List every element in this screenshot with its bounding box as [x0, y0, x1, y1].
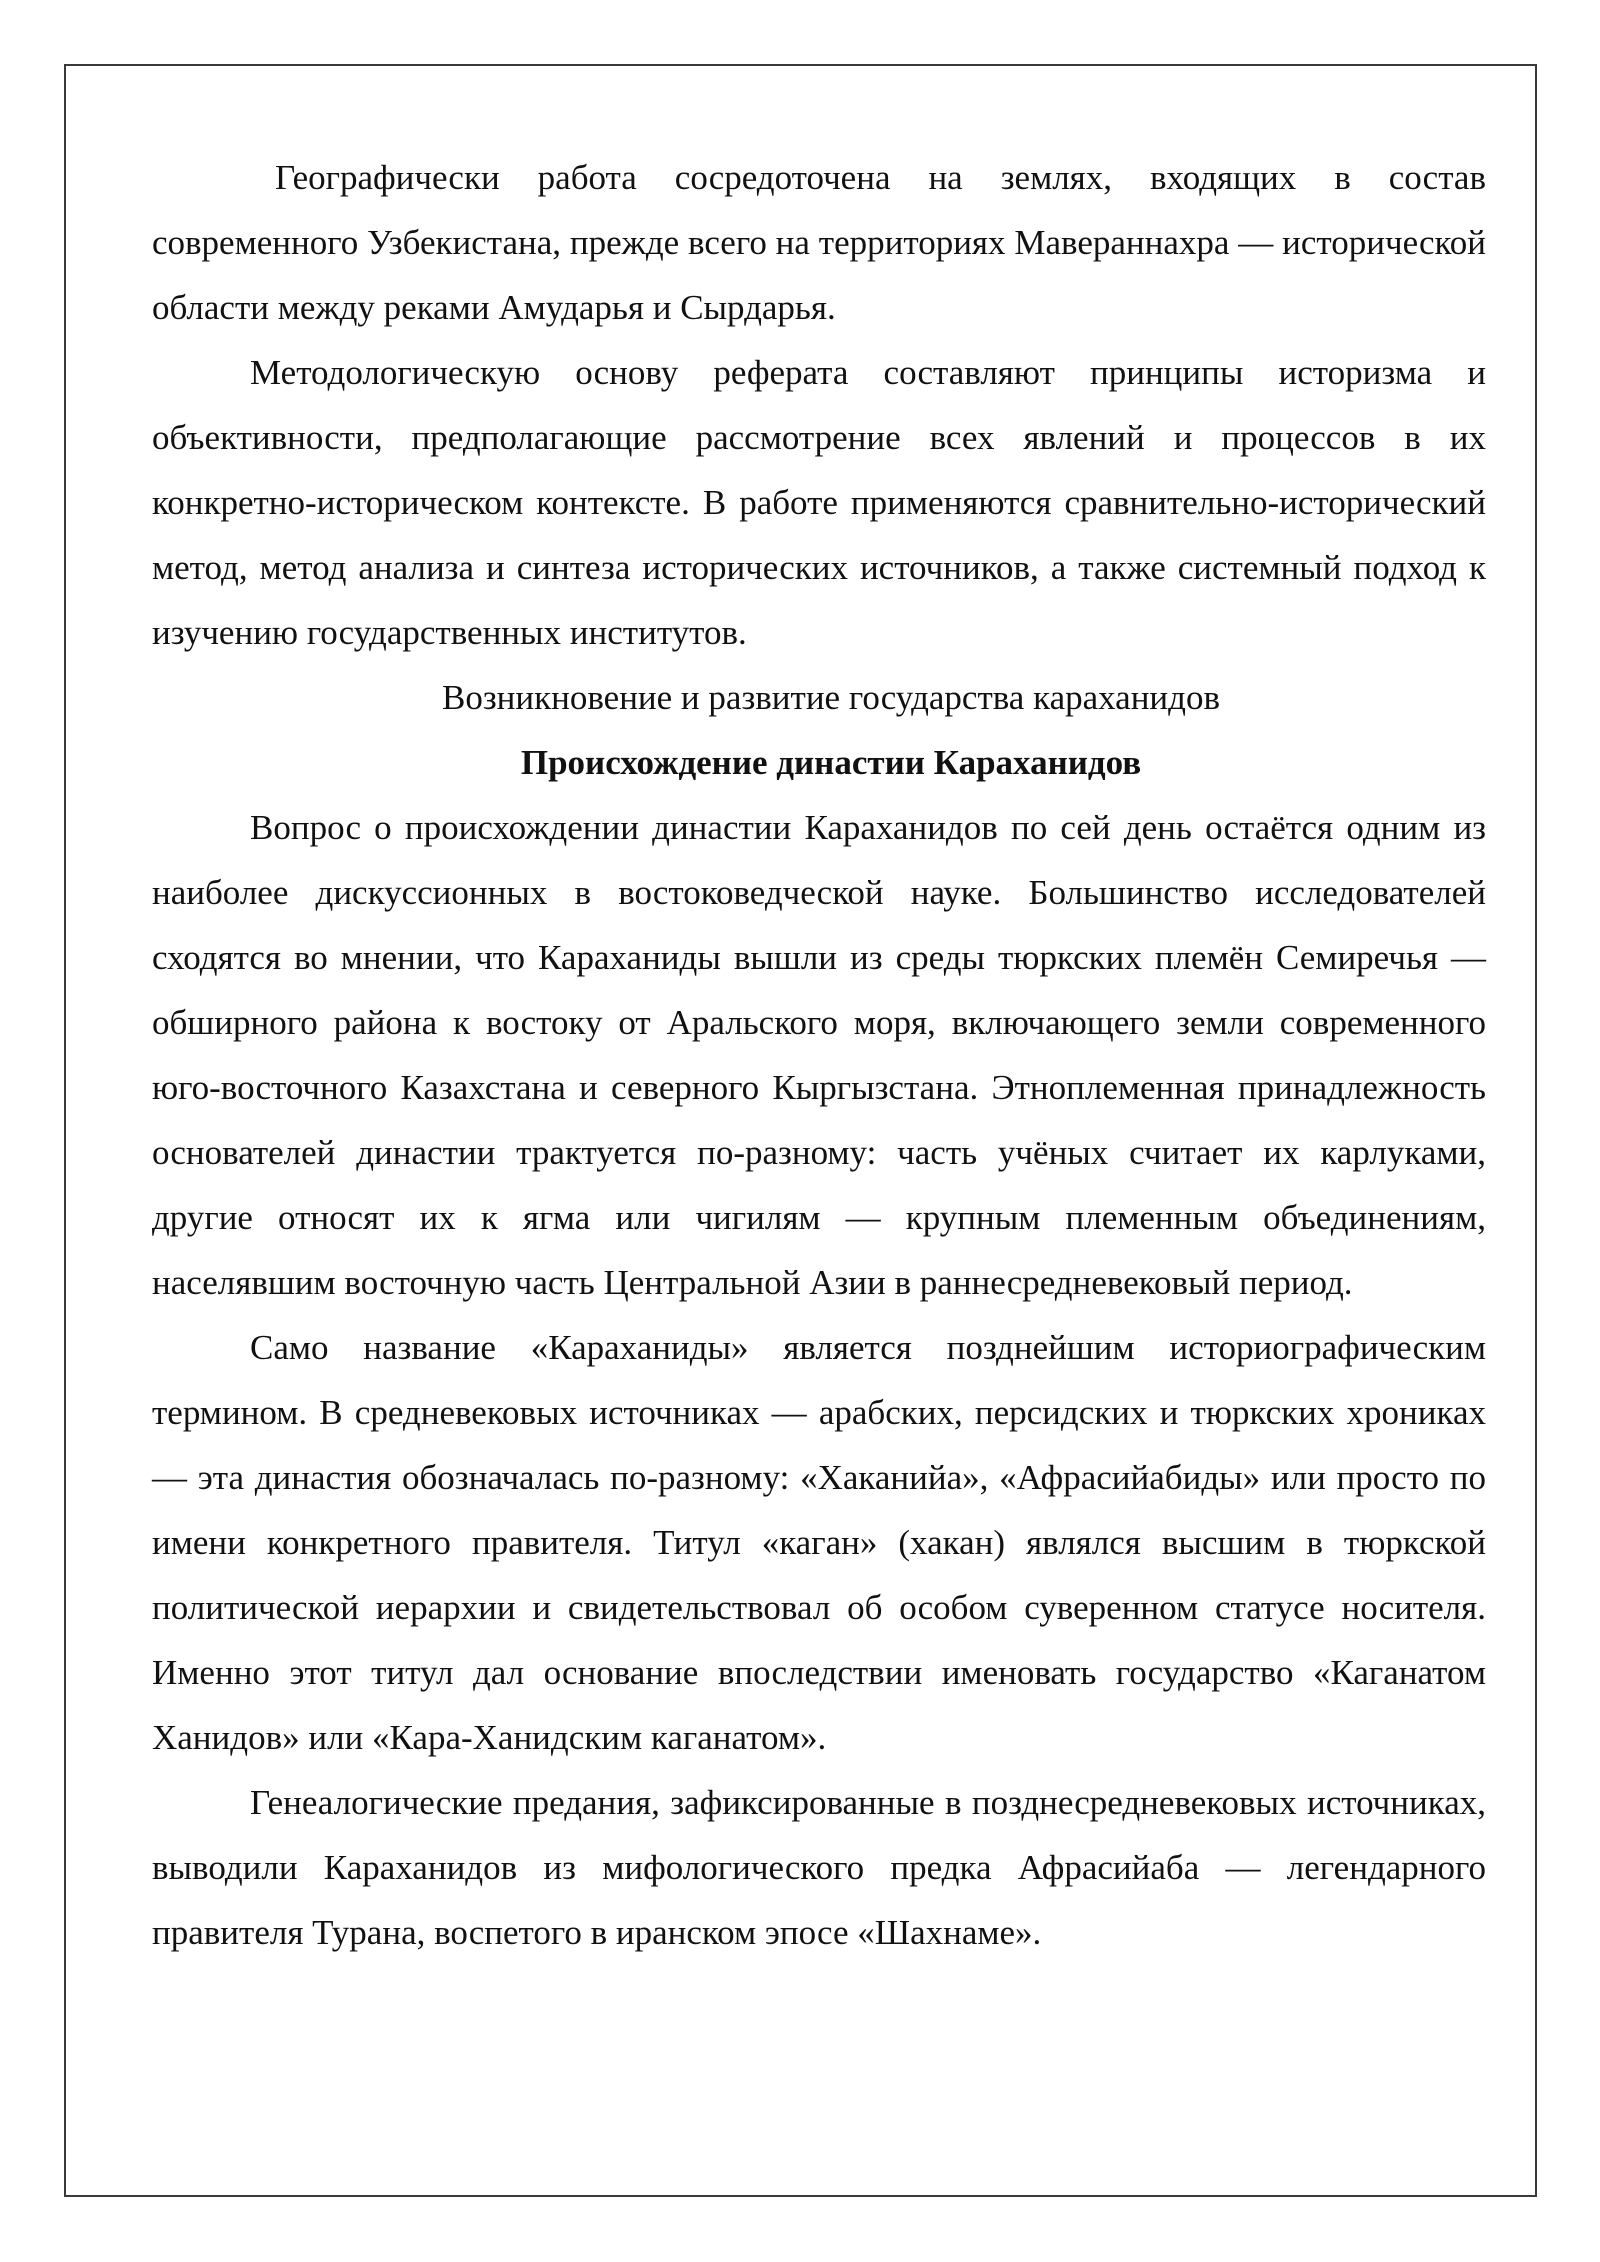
paragraph-genealogy: Генеалогические предания, зафиксированные в позднесредневековых источниках, выводили Караханидов из мифологического предка Афрасийаба — легендарного правителя Турана, воспетого в иранском эпосе «Шахнаме».: [152, 1783, 1486, 1952]
paragraph-geography: Географически работа сосредоточена на землях, входящих в состав современного Узбекистана, прежде всего на территориях Мавераннахра — исторической области между реками Амударья и Сырдарья.: [152, 158, 1486, 327]
paragraph-methodology: Методологическую основу реферата составляют принципы историзма и объективности, предполагающие рассмотрение всех явлений и процессов в их конкретно-историческом контексте. В работе применяются сравнительно-исторический метод, метод анализа и синтеза исторических источников, а также системный подход к изучению государственных институтов.: [152, 353, 1486, 652]
subsection-heading: Происхождение династии Караханидов: [520, 743, 1142, 782]
section-heading: Возникновение и развитие государства караханидов: [441, 678, 1221, 717]
paragraph-dynasty-name: Само название «Караханиды» является позднейшим историографическим термином. В средневековых источниках — арабских, персидских и тюркских хрониках — эта династия обозначалась по-разному: «Хаканийа», «Афрасийабиды» или просто по имени конкретного правителя. Титул «каган» (хакан) являлся высшим в тюркской политической иерархии и свидетельствовал об особом суверенном статусе носителя. Именно этот титул дал основание впоследствии именовать государство «Каганатом Ханидов» или «Кара-Ханидским каганатом».: [152, 1328, 1486, 1757]
paragraph-origin-question: Вопрос о происхождении династии Караханидов по сей день остаётся одним из наиболее дискуссионных в востоковедческой науке. Большинство исследователей сходятся во мнении, что Караханиды вышли из среды тюркских племён Семиречья — обширного района к востоку от Аральского моря, включающего земли современного юго-восточного Казахстана и северного Кыргызстана. Этноплеменная принадлежность основателей династии трактуется по-разному: часть учёных считает их карлуками, другие относят их к ягма или чигилям — крупным племенным объединениям, населявшим восточную часть Центральной Азии в раннесредневековый период.: [152, 808, 1486, 1302]
document-body: [152, 145, 1486, 1965]
